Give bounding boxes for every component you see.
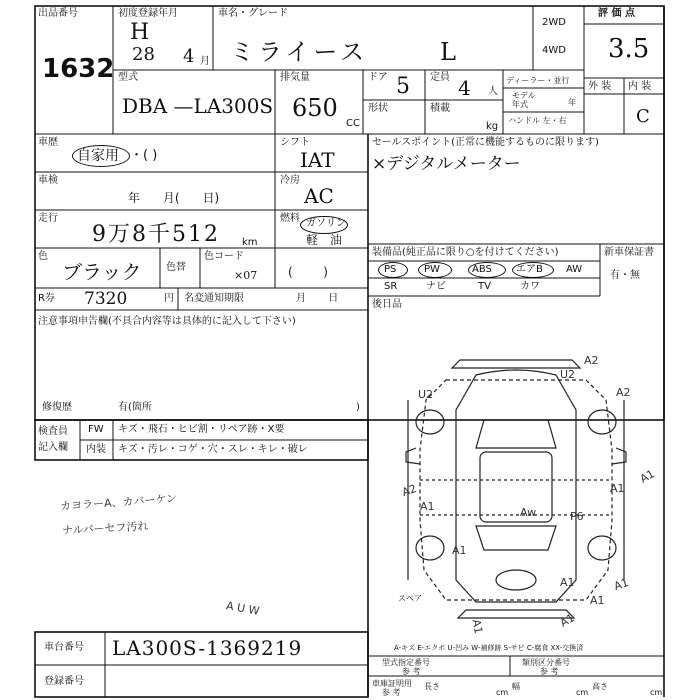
shift-label: シフト	[280, 137, 310, 148]
month-unit: 月	[200, 56, 210, 67]
fw-label: FW	[88, 424, 104, 435]
chassis-label: 車台番号	[44, 642, 84, 653]
in-text: キズ・汚レ・コゲ・穴・スレ・キレ・破レ	[118, 444, 308, 455]
shape-label: 形状	[368, 103, 388, 114]
repair-value: 有(箇所	[118, 402, 152, 413]
diag-rear-note: A U W	[225, 599, 261, 618]
era-value: H	[130, 20, 150, 45]
footer-ref2: 参 考	[540, 667, 559, 676]
diag-ann-4: A1	[637, 467, 657, 486]
diag-ann-5: A1	[610, 482, 625, 495]
month-value: 4	[183, 46, 195, 67]
chassis-value: LA300S-1369219	[112, 636, 303, 660]
doors-value: 5	[396, 74, 410, 99]
color-label: 色	[38, 251, 48, 262]
equip-navi: ナビ	[426, 281, 446, 292]
footer-type-label: 型式指定番号	[382, 658, 430, 667]
car-name-label: 車名・グレード	[218, 8, 288, 19]
diag-ann-12: A1	[612, 575, 631, 594]
displacement-unit: CC	[346, 118, 360, 129]
capacity-value: 4	[458, 76, 471, 100]
inspection-label: 車検	[38, 175, 58, 186]
handle-label: ハンドル 左・右	[508, 116, 567, 125]
aftermarket-label: 後日品	[372, 299, 402, 310]
rating-value: 3.5	[608, 34, 650, 64]
displacement-value: 650	[292, 94, 338, 122]
footer-cert-label: 車庫証明用	[372, 679, 412, 688]
name-change-fields: 月 日	[296, 293, 339, 304]
lot-number: 1632	[42, 54, 115, 84]
notes-label: 注意事項申告欄(不具合内容等は具体的に記入して下さい)	[38, 316, 296, 327]
rating-label: 評 価 点	[598, 8, 635, 19]
displacement-label: 排気量	[280, 72, 310, 83]
car-name-value: ミライース	[230, 38, 369, 66]
footer-width-label: 幅	[512, 682, 520, 691]
equip-airbag: エアB	[516, 264, 543, 275]
diag-ann-8: A2	[400, 481, 419, 500]
equip-abs: ABS	[472, 264, 492, 275]
equip-aw: AW	[566, 264, 583, 275]
diag-ann-11: A1	[560, 576, 575, 589]
footer-ref1: 参 考	[402, 667, 421, 676]
equip-ps: PS	[384, 264, 397, 275]
equip-pw: PW	[424, 264, 440, 275]
diag-ann-9: A1	[420, 500, 435, 513]
footer-ref3: 参 考	[382, 688, 401, 697]
diag-ann-13: A1	[469, 618, 485, 635]
diag-ann-10: A1	[452, 544, 467, 557]
color-code-value: ×07	[234, 269, 258, 282]
diag-legend: A-キズ E-エクボ U-凹み W-補修跡 S-サビ C-腐食 XX-交換済	[394, 644, 584, 652]
load-label: 積載	[430, 103, 450, 114]
year-value: 28	[132, 44, 155, 65]
diag-ann-14: A1	[557, 611, 577, 630]
mileage-unit: km	[242, 237, 258, 248]
footer-height-label: 高さ	[592, 682, 608, 691]
dealer-label: ディーラー・並行	[506, 76, 570, 85]
grade-value: L	[440, 38, 456, 66]
equipment-label: 装備品(純正品に限り○を付けてください)	[372, 247, 559, 258]
name-change-label: 名変通知期限	[184, 293, 244, 304]
diag-ann-3: A2	[616, 386, 631, 399]
history-paren: ・( )	[130, 148, 158, 163]
equip-tv: TV	[478, 281, 491, 292]
recycle-label: R券	[38, 293, 55, 304]
fuel-other: ( )	[288, 265, 328, 279]
fuel-label: 燃料	[280, 213, 300, 224]
inspection-fields: 年 月( 日)	[128, 191, 220, 205]
model-value: DBA —LA300S	[122, 94, 274, 118]
color-change-label: 色替	[166, 262, 186, 273]
fuel-oil: 油	[330, 233, 343, 247]
equip-leather: カワ	[520, 281, 540, 292]
model-label: 型式	[118, 72, 138, 83]
interior-grade: C	[636, 106, 650, 127]
recycle-value: 7320	[84, 289, 128, 309]
reg-label: 登録番号	[44, 676, 84, 687]
inspector-label: 検査員 記入欄	[38, 426, 68, 453]
footer-length-unit: cm	[496, 688, 509, 697]
color-value: ブラック	[62, 260, 142, 284]
fw-text: キズ・飛石・ヒビ割・リペア跡・X要	[118, 424, 285, 435]
footer-length-label: 長さ	[424, 682, 440, 691]
equip-sr: SR	[384, 281, 398, 292]
warranty-label: 新車保証書	[604, 247, 654, 258]
repair-close: )	[356, 402, 360, 413]
handwritten-note-2: ナルパーセフ汚れ	[61, 519, 149, 538]
doors-label: ドア	[368, 72, 388, 83]
model-year-label: モデル 年式	[512, 91, 536, 109]
sales-note: ×デジタルメーター	[372, 154, 521, 174]
lot-label: 出品番号	[38, 8, 78, 19]
interior-label: 内 装	[628, 81, 652, 92]
history-value: 自家用	[77, 148, 119, 164]
recycle-unit: 円	[164, 293, 174, 304]
diag-ann-2: U2	[418, 388, 434, 401]
capacity-label: 定員	[430, 72, 450, 83]
diag-ann-7: P6	[570, 510, 584, 523]
diag-ann-16: U2	[560, 368, 576, 381]
color-code-label: 色コード	[204, 251, 244, 262]
first-reg-label: 初度登録年月	[118, 8, 178, 19]
footer-height-unit: cm	[650, 688, 663, 697]
in-label: 内装	[86, 444, 106, 455]
footer-width-unit: cm	[576, 688, 589, 697]
footer-class-label: 類別区分番号	[522, 658, 570, 667]
diag-ann-15: A1	[590, 594, 605, 607]
exterior-label: 外 装	[588, 81, 612, 92]
fuel-gasoline: ガソリン	[306, 218, 346, 229]
mileage-value: 9万8千512	[92, 222, 220, 247]
drive-4wd: 4WD	[542, 45, 566, 56]
load-unit: kg	[486, 121, 499, 132]
drive-2wd: 2WD	[542, 17, 566, 28]
shift-value: IAT	[300, 148, 335, 172]
diag-ann-1: A2	[584, 354, 599, 367]
diag-spare-label: スペア	[398, 594, 422, 603]
repair-label: 修復歴	[42, 402, 72, 413]
warranty-value: 有・無	[610, 270, 640, 281]
ac-label: 冷房	[280, 175, 300, 186]
mileage-label: 走行	[38, 213, 58, 224]
sales-label: セールスポイント(正常に機能するものに限ります)	[372, 137, 599, 148]
diag-ann-6: Aw	[520, 506, 537, 519]
model-year-unit: 年	[568, 98, 576, 107]
history-label: 車歴	[38, 137, 58, 148]
handwritten-note-1: カヨラーA、カバーケン	[59, 491, 178, 514]
ac-value: AC	[304, 184, 334, 208]
fuel-light: 軽	[306, 233, 319, 247]
capacity-unit: 人	[488, 86, 498, 97]
